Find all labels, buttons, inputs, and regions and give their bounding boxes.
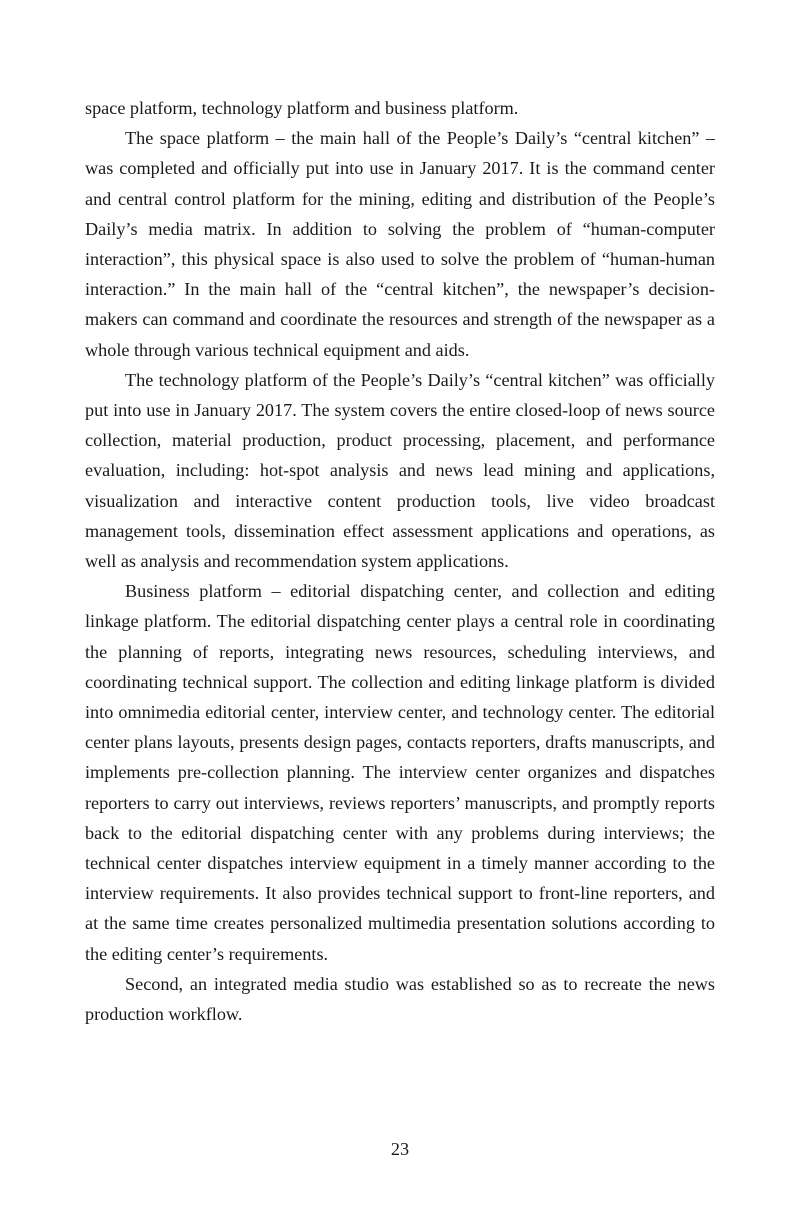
paragraph-continuation: space platform, technology platform and business platform. [85,98,519,118]
page-number: 23 [390,1139,410,1159]
paragraph-business-platform: Business platform – editorial dispatching center, and collection and editing linkage platform. The editorial dispatching center plays a central role in coordinating the planning of reports, integrating news resources, scheduling interviews, and coordinating technical support. The collection and editing linkage platform is divided into omnimedia editorial center, interview center, and technology center. The editorial center plans layouts, presents design pages, contacts reporters, drafts manuscripts, and implements pre-collection planning. The interview center organizes and dispatches reporters to carry out interviews, reviews reporters’ manuscripts, and promptly reports back to the editorial dispatching center with any problems during interviews; the technical center dispatches interview equipment in a timely manner according to the interview requirements. It also provides technical support to front-line reporters, and at the same time creates personalized multimedia presentation solutions according to the editing center’s requirements. [85,581,715,964]
page-body [85,93,715,1029]
paragraph-technology-platform: The technology platform of the People’s Daily’s “central kitchen” was officially put into use in January 2017. The system covers the entire closed-loop of news source collection, material production, product processing, placement, and performance evaluation, including: hot-spot analysis and news lead mining and applications, visualization and interactive content production tools, live video broadcast management tools, dissemination effect assessment applications and operations, as well as analysis and recommendation system applications. [85,369,715,572]
paragraph-media-studio: Second, an integrated media studio was established so as to recreate the news production workflow. [85,973,715,1025]
paragraph-space-platform: The space platform – the main hall of the People’s Daily’s “central kitchen” – was completed and officially put into use in January 2017. It is the command center and central control platform for the mining, editing and distribution of the People’s Daily’s media matrix. In addition to solving the problem of “human-computer interaction”, this physical space is also used to solve the problem of “human-human interaction.” In the main hall of the “central kitchen”, the newspaper’s decision-makers can command and coordinate the resources and strength of the newspaper as a whole through various technical equipment and aids. [85,128,715,360]
